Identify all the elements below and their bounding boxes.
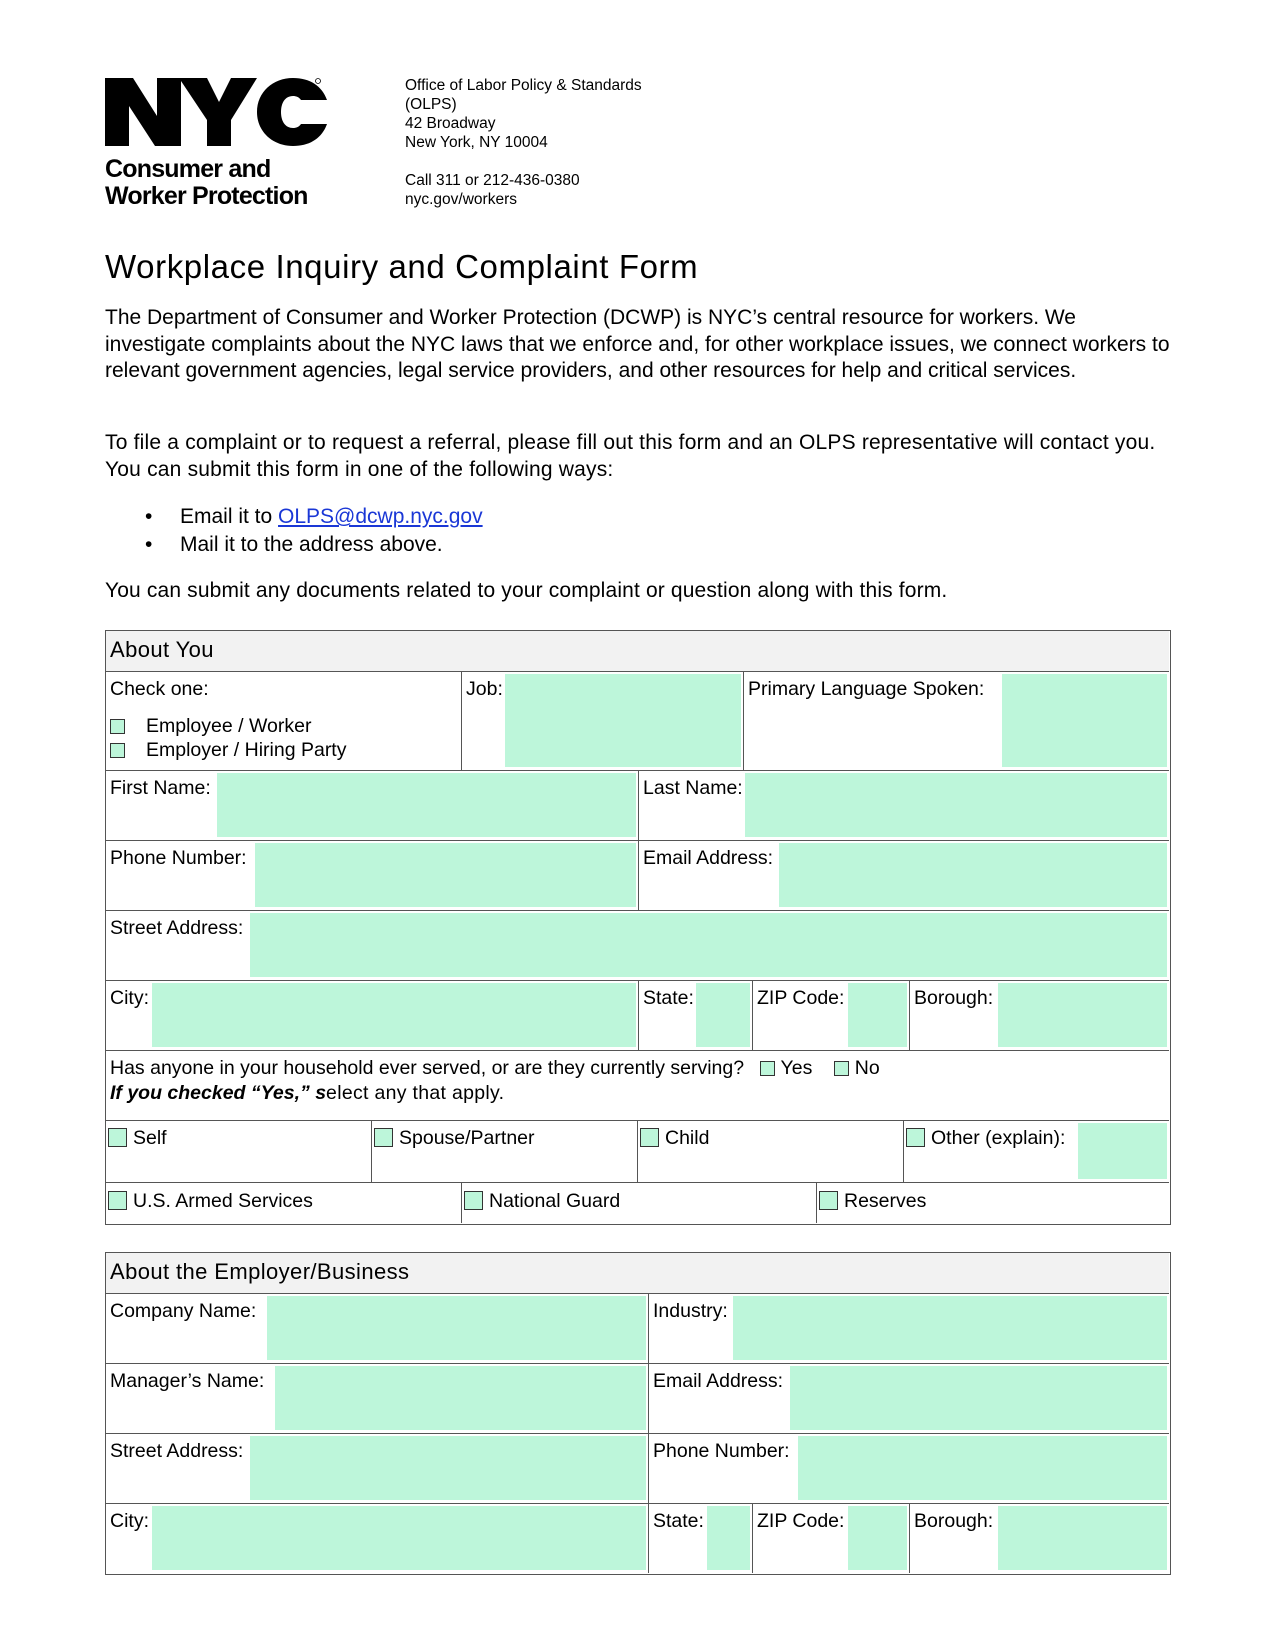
phone-label: Phone Number: (110, 847, 247, 869)
military-question: Has anyone in your household ever served, or are they currently serving? (110, 1057, 745, 1079)
submission-methods-list (140, 503, 483, 559)
self-cell (106, 1120, 371, 1182)
employer-zip-label: ZIP Code: (757, 1510, 845, 1532)
about-employer-section (105, 1252, 1171, 1575)
employer-label: Employer / Hiring Party (146, 739, 347, 761)
zip-label: ZIP Code: (757, 987, 845, 1009)
child-label: Child (665, 1127, 710, 1149)
employer-phone-label: Phone Number: (653, 1440, 790, 1462)
employer-email-label: Email Address: (653, 1370, 784, 1392)
other-label: Other (explain): (931, 1127, 1066, 1149)
employer-street-label: Street Address: (110, 1440, 244, 1462)
city-input[interactable] (152, 983, 636, 1047)
reserves-checkbox[interactable] (819, 1191, 838, 1210)
street-input[interactable] (250, 913, 1167, 977)
company-label: Company Name: (110, 1300, 257, 1322)
employer-state-input[interactable] (707, 1506, 750, 1570)
zip-input[interactable] (848, 983, 907, 1047)
city-cell (106, 980, 638, 1050)
if-yes-instruction-rest: elect any that apply. (326, 1082, 505, 1104)
email-input[interactable] (779, 843, 1167, 907)
zip-cell (752, 980, 909, 1050)
employer-street-input[interactable] (250, 1436, 646, 1500)
state-cell (638, 980, 752, 1050)
employer-city-input[interactable] (152, 1506, 646, 1570)
national-guard-cell (461, 1182, 816, 1223)
last-name-cell (638, 770, 1169, 840)
employer-borough-input[interactable] (998, 1506, 1167, 1570)
contact-website: nyc.gov/workers (405, 191, 517, 208)
language-input[interactable] (1002, 674, 1167, 767)
company-input[interactable] (267, 1296, 646, 1360)
email-prefix: Email it to (180, 505, 279, 528)
contact-phone: Call 311 or 212-436-0380 (405, 172, 580, 189)
first-name-input[interactable] (217, 773, 636, 837)
borough-label: Borough: (914, 987, 994, 1009)
office-address (405, 76, 642, 209)
manager-input[interactable] (275, 1366, 646, 1430)
other-explain-input[interactable] (1078, 1123, 1167, 1179)
list-item (140, 503, 483, 531)
section-heading: About the Employer/Business (106, 1253, 1169, 1293)
armed-services-cell (106, 1182, 461, 1223)
employer-city-cell (106, 1503, 648, 1573)
if-yes-instruction: If you checked “Yes,” s (110, 1082, 327, 1104)
section-heading: About You (106, 631, 1169, 671)
spouse-cell (371, 1120, 637, 1182)
national-guard-label: National Guard (489, 1190, 621, 1212)
employee-checkbox[interactable] (110, 719, 125, 734)
military-no-checkbox[interactable] (834, 1061, 849, 1076)
manager-cell (106, 1363, 648, 1433)
employer-phone-cell (648, 1433, 1169, 1503)
language-cell (743, 671, 1169, 770)
about-you-section (105, 630, 1171, 1225)
employer-email-cell (648, 1363, 1169, 1433)
email-cell (638, 840, 1169, 910)
city-label: City: (110, 987, 149, 1009)
phone-cell (106, 840, 638, 910)
address-line-3: 42 Broadway (405, 115, 496, 132)
employer-zip-input[interactable] (848, 1506, 907, 1570)
other-cell (903, 1120, 1169, 1182)
check-one-label: Check one: (110, 678, 209, 700)
employer-city-label: City: (110, 1510, 149, 1532)
page-title: Workplace Inquiry and Complaint Form (105, 248, 699, 285)
military-yes-checkbox[interactable] (760, 1061, 775, 1076)
nyc-logo-icon (105, 78, 337, 156)
job-label: Job: (466, 678, 503, 700)
borough-cell (909, 980, 1169, 1050)
employer-borough-cell (909, 1503, 1169, 1573)
last-name-input[interactable] (745, 773, 1167, 837)
employer-email-input[interactable] (790, 1366, 1167, 1430)
state-input[interactable] (696, 983, 750, 1047)
no-label: No (854, 1057, 880, 1079)
email-label: Email Address: (643, 847, 774, 869)
self-checkbox[interactable] (108, 1128, 127, 1147)
address-line-1: Office of Labor Policy & Standards (405, 77, 642, 94)
employer-state-label: State: (653, 1510, 704, 1532)
industry-input[interactable] (733, 1296, 1167, 1360)
street-label: Street Address: (110, 917, 244, 939)
child-cell (637, 1120, 903, 1182)
phone-input[interactable] (255, 843, 636, 907)
logo-line-2: Worker Protection (105, 182, 308, 210)
reserves-cell (816, 1182, 1169, 1223)
first-name-cell (106, 770, 638, 840)
spouse-label: Spouse/Partner (399, 1127, 535, 1149)
address-line-2: (OLPS) (405, 96, 457, 113)
employer-zip-cell (752, 1503, 909, 1573)
child-checkbox[interactable] (640, 1128, 659, 1147)
street-cell (106, 910, 1169, 980)
role-cell (106, 671, 461, 770)
language-label: Primary Language Spoken: (748, 678, 985, 700)
company-cell (106, 1293, 648, 1363)
employer-borough-label: Borough: (914, 1510, 994, 1532)
spouse-checkbox[interactable] (374, 1128, 393, 1147)
employer-state-cell (648, 1503, 752, 1573)
yes-label: Yes (780, 1057, 813, 1079)
employer-checkbox[interactable] (110, 743, 125, 758)
employer-street-cell (106, 1433, 648, 1503)
state-label: State: (643, 987, 694, 1009)
armed-services-checkbox[interactable] (108, 1191, 127, 1210)
self-label: Self (133, 1127, 167, 1149)
documents-note: You can submit any documents related to your complaint or question along with this form. (105, 579, 948, 602)
reserves-label: Reserves (844, 1190, 927, 1212)
last-name-label: Last Name: (643, 777, 743, 799)
industry-cell (648, 1293, 1169, 1363)
job-cell (461, 671, 743, 770)
job-input[interactable] (505, 674, 741, 767)
borough-input[interactable] (998, 983, 1167, 1047)
national-guard-checkbox[interactable] (464, 1191, 483, 1210)
employer-phone-input[interactable] (798, 1436, 1167, 1500)
manager-label: Manager’s Name: (110, 1370, 265, 1392)
armed-services-label: U.S. Armed Services (133, 1190, 313, 1212)
industry-label: Industry: (653, 1300, 728, 1322)
other-checkbox[interactable] (906, 1128, 925, 1147)
nyc-dcwp-logo (105, 78, 337, 213)
list-item: • Mail it to the address above. (140, 531, 483, 559)
employee-label: Employee / Worker (146, 715, 312, 737)
email-link[interactable]: OLPS@dcwp.nyc.gov (278, 505, 483, 528)
military-question-cell (106, 1050, 1169, 1120)
instructions-paragraph: To file a complaint or to request a referral, please fill out this form and an OLPS representative will contact you. You can submit this form in one of the following ways: (105, 431, 1156, 481)
address-line-4: New York, NY 10004 (405, 134, 548, 151)
logo-line-1: Consumer and (105, 155, 271, 183)
first-name-label: First Name: (110, 777, 211, 799)
intro-paragraph: The Department of Consumer and Worker Protection (DCWP) is NYC’s central resource for workers. We investigate complaints about the NYC laws that we enforce and, for other workplace issues, we connect workers to relevant government agencies, legal service providers, and other resources for help and critical services. (105, 306, 1170, 382)
